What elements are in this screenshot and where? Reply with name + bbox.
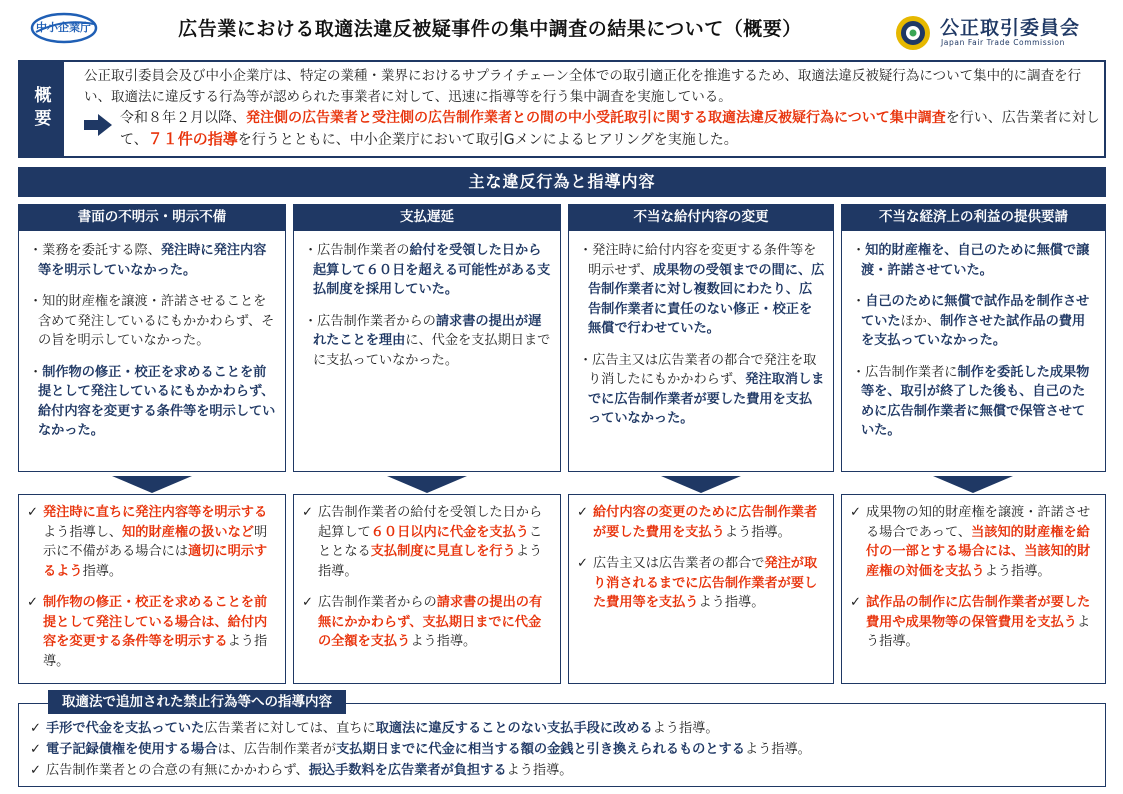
check-icon: ✓ bbox=[27, 595, 39, 610]
guidance-item: ✓ 制作物の修正・校正を求めることを前提として発注している場合は、給付内容を変更する条件等を明示するよう指導。 bbox=[27, 595, 268, 669]
jftc-name: 公正取引委員会 bbox=[940, 17, 1081, 39]
violation-box bbox=[568, 230, 834, 472]
right-arrow-icon bbox=[84, 114, 112, 136]
additional-guidance-label: 取適法で追加された禁止行為等への指導内容 bbox=[48, 690, 346, 714]
summary-label: 概要 bbox=[18, 60, 64, 158]
check-icon: ✓ bbox=[302, 505, 314, 520]
down-arrow-icon bbox=[112, 476, 192, 493]
guidance-box bbox=[841, 494, 1106, 684]
guidance-item: ✓ 広告制作業者の給付を受領した日から起算して６０日以内に代金を支払うこととなる支払制度に見直しを行うよう指導。 bbox=[302, 505, 543, 579]
down-arrow-icon bbox=[387, 476, 467, 493]
guidance-item: ✓ 発注時に直ちに発注内容等を明示するよう指導し、知的財産権の扱いなど明示に不備がある場合には適切に明示するよう指導。 bbox=[27, 505, 268, 579]
violation-item: ・発注時に給付内容を変更する条件等を明示せず、成果物の受領までの間に、広告制作業者に対し複数回にわたり、広告制作業者に責任のない修正・校正を無償で行わせていた。 bbox=[579, 243, 825, 336]
violation-box bbox=[841, 230, 1106, 472]
violation-item: ・広告主又は広告業者の都合で発注を取り消したにもかかわらず、発注取消しまでに広告制作業者が要した費用を支払っていなかった。 bbox=[579, 352, 825, 426]
check-icon: ✓ bbox=[30, 721, 42, 736]
guidance-box bbox=[293, 494, 561, 684]
violation-item: ・広告制作業者からの請求書の提出が遅れたことを理由に、代金を支払期日までに支払っていなかった。 bbox=[304, 313, 551, 368]
check-icon: ✓ bbox=[302, 595, 314, 610]
summary-result-text: 令和８年２月以降、発注側の広告業者と受注側の広告制作業者との間の中小受託取引に関する取適法違反被疑行為について集中調査を行い、広告業者に対して、７１件の指導を行うとともに、中小企業庁において取引Gメンによるヒアリングを実施した。 bbox=[120, 110, 1100, 148]
jftc-emblem-icon bbox=[894, 14, 932, 52]
guidance-item: ✓ 給付内容の変更のために広告制作業者が要した費用を支払うよう指導。 bbox=[577, 505, 818, 540]
jftc-english-name: Japan Fair Trade Commission bbox=[941, 38, 1065, 47]
guidance-item: ✓ 成果物の知的財産権を譲渡・許諾させる場合であって、当該知的財産権を給付の一部とする場合には、当該知的財産権の対価を支払うよう指導。 bbox=[850, 505, 1091, 579]
column-heading-economic-benefit: 不当な経済上の利益の提供要請 bbox=[841, 204, 1106, 230]
down-arrow-icon bbox=[933, 476, 1013, 493]
check-icon: ✓ bbox=[850, 595, 862, 610]
additional-guidance-item: ✓ 電子記録債権を使用する場合は、広告制作業者が支払期日までに代金に相当する額の金銭と引き換えられるものとするよう指導。 bbox=[30, 739, 1100, 760]
guidance-box bbox=[568, 494, 834, 684]
violation-item: ・広告制作業者の給付を受領した日から起算して６０日を超える可能性がある支払制度を採用していた。 bbox=[304, 243, 551, 297]
summary-text: 公正取引委員会及び中小企業庁は、特定の業種・業界におけるサプライチェーン全体での取引適正化を推進するため、取適法違反被疑行為について集中的に調査を行い、取適法に違反する行為等が認められた事業者に対して、迅速に指導等を行う集中調査を実施している。 bbox=[84, 68, 1082, 105]
violation-item: ・広告制作業者に制作を委託した成果物等を、取引が終了した後も、自己のために広告制作業者に無償で保管させていた。 bbox=[852, 364, 1090, 438]
page-title: 広告業における取適法違反被疑事件の集中調査の結果について（概要） bbox=[178, 18, 802, 40]
violation-box bbox=[293, 230, 561, 472]
check-icon: ✓ bbox=[577, 505, 589, 520]
guidance-item: ✓ 試作品の制作に広告制作業者が要した費用や成果物等の保管費用を支払うよう指導。 bbox=[850, 595, 1091, 649]
guidance-box bbox=[18, 494, 286, 684]
additional-guidance-list bbox=[30, 718, 1100, 781]
column-heading-unclear-terms: 書面の不明示・明示不備 bbox=[18, 204, 286, 230]
violation-item: ・制作物の修正・校正を求めることを前提として発注しているにもかかわらず、給付内容を変更する条件等を明示していなかった。 bbox=[29, 364, 276, 438]
column-heading-improper-change: 不当な給付内容の変更 bbox=[568, 204, 834, 230]
violation-item: ・自己のために無償で試作品を制作させていたほか、制作させた試作品の費用を支払っていなかった。 bbox=[852, 294, 1090, 348]
section-title: 主な違反行為と指導内容 bbox=[18, 167, 1106, 197]
guidance-item: ✓ 広告制作業者からの請求書の提出の有無にかかわらず、支払期日までに代金の全額を支払うよう指導。 bbox=[302, 595, 543, 649]
check-icon: ✓ bbox=[577, 556, 589, 571]
column-heading-late-payment: 支払遅延 bbox=[293, 204, 561, 230]
guidance-item: ✓ 広告主又は広告業者の都合で発注が取り消されるまでに広告制作業者が要した費用等を支払うよう指導。 bbox=[577, 556, 818, 610]
violation-item: ・知的財産権を、自己のために無償で譲渡・許諾させていた。 bbox=[852, 243, 1090, 278]
violation-item: ・知的財産権を譲渡・許諾させることを含めて発注しているにもかかわらず、その旨を明示していなかった。 bbox=[29, 294, 275, 348]
down-arrow-icon bbox=[661, 476, 741, 493]
check-icon: ✓ bbox=[850, 505, 862, 520]
chusho-logo-text: 中小企業庁 bbox=[36, 21, 91, 34]
additional-guidance-item: ✓ 広告制作業者との合意の有無にかかわらず、振込手数料を広告業者が負担するよう指導。 bbox=[30, 760, 1100, 781]
additional-guidance-item: ✓ 手形で代金を支払っていた広告業者に対しては、直ちに取適法に違反することのない支払手段に改めるよう指導。 bbox=[30, 718, 1100, 739]
check-icon: ✓ bbox=[30, 742, 42, 757]
violation-item: ・業務を委託する際、発注時に発注内容等を明示していなかった。 bbox=[29, 243, 267, 278]
check-icon: ✓ bbox=[30, 763, 42, 778]
check-icon: ✓ bbox=[27, 505, 39, 520]
violation-box bbox=[18, 230, 286, 472]
